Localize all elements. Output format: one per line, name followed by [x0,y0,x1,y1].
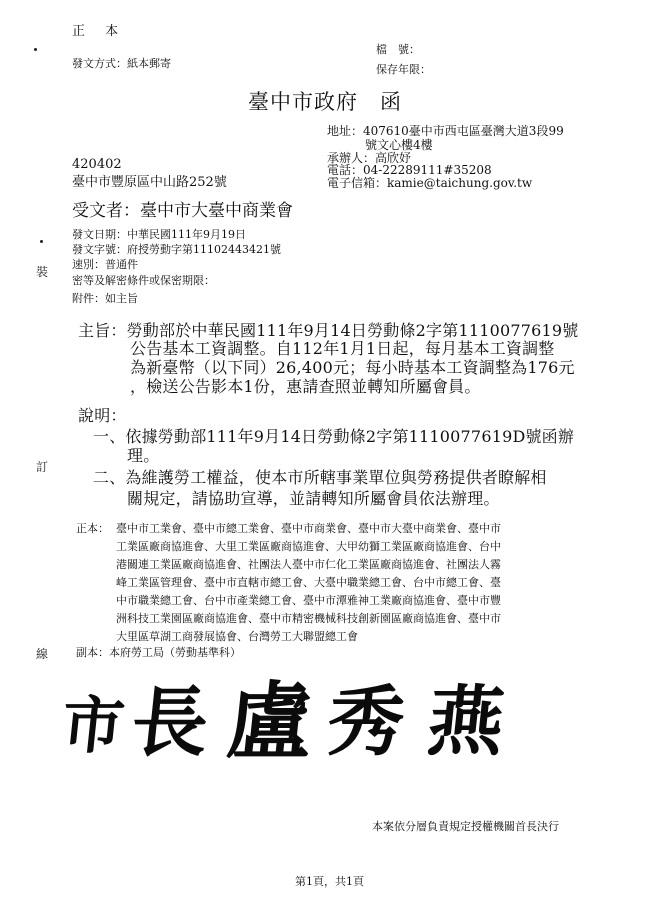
copies-line: 洲科技工業園區廠商協進會、臺中市精密機械科技創新園區廠商協進會、臺中市 [116,612,501,625]
cc-copy: 副本：本府勞工局（勞動基準科） [76,646,241,659]
signature-char: 秀 [323,677,409,766]
attachment: 附件：如主旨 [72,292,138,305]
send-method: 發文方式：紙本郵寄 [72,57,171,70]
phone: 電話：04-22289111#35208 [327,163,492,177]
subject-line: 主旨：勞動部於中華民國111年9月14日勞動條2字第1110077619號 [78,321,579,340]
postcode: 420402 [72,157,122,172]
copies-line: 工業區廠商協進會、大里工業區廠商協進會、大甲幼獅工業區廠商協進會、台中 [116,540,501,553]
copies-line: 臺中市工業會、臺中市總工業會、臺中市商業會、臺中市大臺中商業會、臺中市 [116,522,501,535]
explanation-item: 一、依據勞動部111年9月14日勞動條2字第1110077619D號函辦 [93,427,575,446]
email: 電子信箱：kamie@taichung.gov.tw [327,176,533,190]
signature-char: 燕 [423,677,509,766]
delegation-note: 本案依分層負責規定授權機關首長決行 [372,820,559,833]
copies-line: 峰工業區管理會、臺中市直轄市總工會、大臺中職業總工會、台中市總工會、臺 [116,576,501,589]
copies-label: 正本： [76,522,109,535]
copies-line: 港關連工業區廠商協進會、社團法人臺中市仁化工業區廠商協進會、社團法人霧 [116,558,501,571]
explanation-item: 二、為維護勞工權益，使本市所轄事業單位與勞務提供者瞭解相 [93,468,547,487]
secrecy: 密等及解密條件或保密期限： [72,274,215,287]
issue-date: 發文日期：中華民國111年9月19日 [72,228,246,241]
document-title: 臺中市政府 函 [248,90,402,114]
margin-mark: 線 [36,647,49,661]
explanation-item: 理。 [127,446,160,465]
copies-line: 中市職業總工會、台中市產業總工會、臺中市潭雅神工業廠商協進會、臺中市豐 [116,594,501,607]
signature-char: 盧 [222,672,318,771]
file-number-label: 檔 號： [376,43,420,56]
handler: 承辦人：高欣妤 [327,151,412,165]
retention-label: 保存年限： [376,63,431,76]
subject-line: ，檢送公告影本1份，惠請查照並轉知所屬會員。 [130,377,481,396]
document-number: 發文字號：府授勞動字第11102443421號 [72,243,281,256]
page-number: 第1頁，共1頁 [295,875,364,888]
margin-mark: 訂 [36,460,49,474]
original-stamp: 正 本 [72,24,127,39]
margin-mark: 裝 [36,265,49,279]
recipient: 受文者：臺中市大臺中商業會 [72,201,293,221]
signature-char: 市 [58,689,128,762]
explanation-item: 關規定，請協助宣導，並請轉知所屬會員依法辦理。 [127,489,500,508]
sender-address-line2: 號文心樓4樓 [365,138,433,152]
explanation-heading: 說明： [78,406,127,425]
subject-line: 為新臺幣（以下同）26,400元；每小時基本工資調整為176元 [130,358,575,377]
signature-char: 長 [127,678,213,767]
recipient-address: 臺中市豐原區中山路252號 [72,175,227,190]
subject-line: 公告基本工資調整。自112年1月1日起，每月基本工資調整 [130,339,555,358]
copies-line: 大里區草湖工商發展協會、台灣勞工大聯盟總工會 [116,630,358,643]
speed: 速別：普通件 [72,258,138,271]
sender-address-line1: 地址：407610臺中市西屯區臺灣大道3段99 [327,124,564,138]
